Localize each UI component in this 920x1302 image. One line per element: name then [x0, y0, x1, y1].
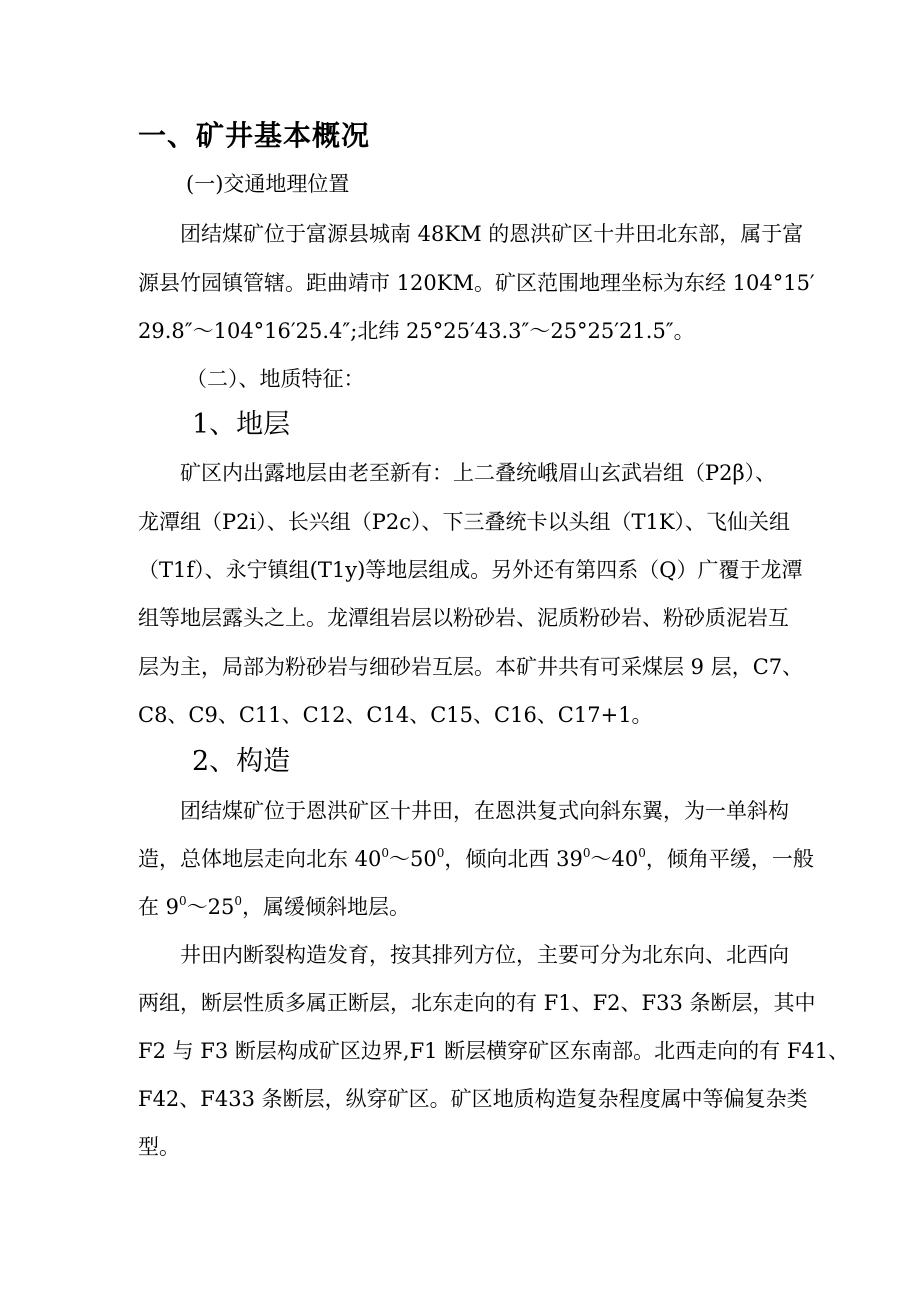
paragraph-line-with-degrees: 造，总体地层走向北东 $40^0\sim 50^0$，倾向北西 $39^0\sim 40^0$，倾角平缓，一般	[138, 846, 814, 871]
paragraph-line: （T1f）、永宁镇组(T1y)等地层组成。另外还有第四系（Q）广覆于龙潭	[138, 558, 803, 582]
paragraph-line: 团结煤矿位于富源县城南 48KM 的恩洪矿区十井田北东部，属于富	[180, 222, 804, 246]
paragraph-line: 层为主，局部为粉砂岩与细砂岩互层。本矿井共有可采煤层 9 层，C7、	[138, 655, 804, 679]
paragraph-line: 组等地层露头之上。龙潭组岩层以粉砂岩、泥质粉砂岩、粉砂质泥岩互	[138, 606, 789, 630]
section-heading-geology: （二）、地质特征：	[186, 367, 365, 391]
page-title: 一、矿井基本概况	[138, 119, 371, 152]
paragraph-line: F2 与 F3 断层构成矿区边界,F1 断层横穿矿区东南部。北西走向的有 F41、	[138, 1039, 850, 1063]
paragraph-line: 两组，断层性质多属正断层，北东走向的有 F1、F2、F33 条断层，其中	[138, 991, 816, 1015]
subsection-heading-structure: 2、构造	[192, 746, 291, 777]
paragraph-line: 源县竹园镇管辖。距曲靖市 120KM。矿区范围地理坐标为东经 104°15′	[138, 271, 815, 295]
paragraph-line: 井田内断裂构造发育，按其排列方位，主要可分为北东向、北西向	[180, 943, 789, 967]
paragraph-line: 龙潭组（P2i）、长兴组（P2c）、下三叠统卡以头组（T1K）、飞仙关组	[138, 510, 791, 534]
section-heading-traffic-location: (一)交通地理位置	[186, 172, 350, 196]
paragraph-line: F42、F433 条断层，纵穿矿区。矿区地质构造复杂程度属中等偏复杂类	[138, 1087, 808, 1111]
paragraph-line: 29.8″～104°16′25.4″;北纬 25°25′43.3″～25°25′21.5″。	[138, 319, 695, 343]
subsection-heading-strata: 1、地层	[192, 409, 291, 440]
paragraph-line: C8、C9、C11、C12、C14、C15、C16、C17+1。	[138, 703, 653, 727]
paragraph-line-with-degrees: 在 $9^0\sim 25^0$，属缓倾斜地层。	[138, 894, 411, 919]
paragraph-line: 型。	[138, 1135, 180, 1159]
paragraph-line: 团结煤矿位于恩洪矿区十井田，在恩洪复式向斜东翼，为一单斜构	[180, 799, 789, 823]
paragraph-line: 矿区内出露地层由老至新有：上二叠统峨眉山玄武岩组（P2β）、	[180, 461, 777, 485]
